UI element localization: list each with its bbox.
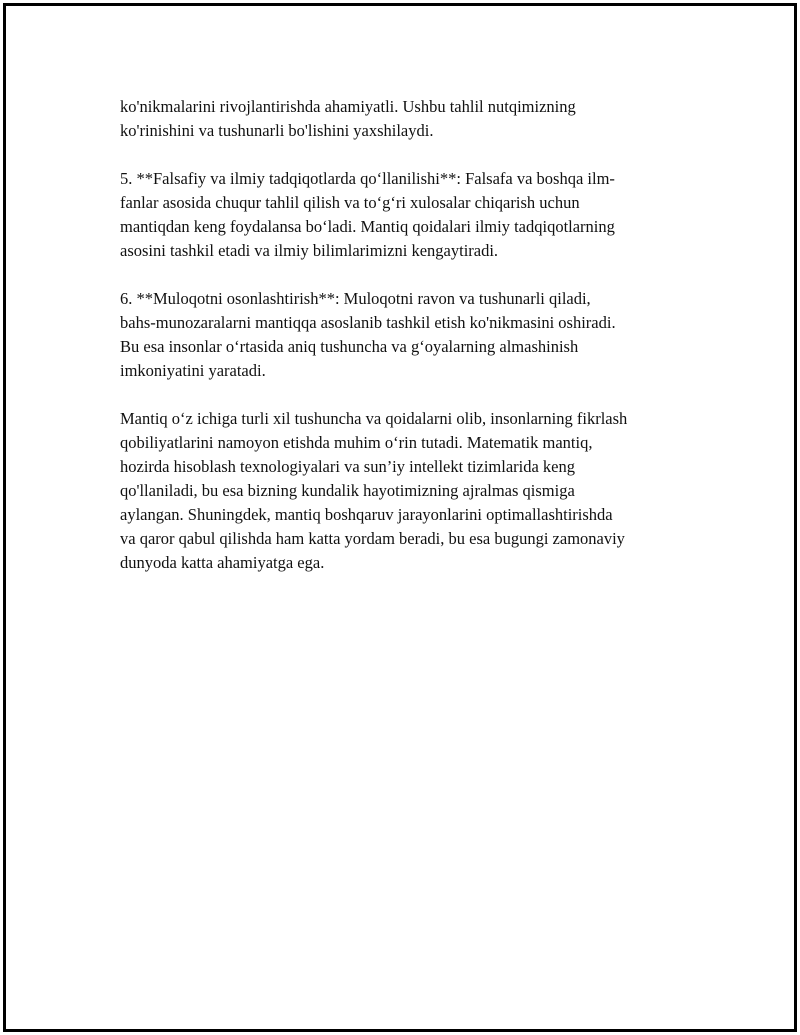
text-line: Bu esa insonlar o‘rtasida aniq tushuncha va g‘oyalarning almashinish: [120, 337, 579, 356]
text-line: bahs-munozaralarni mantiqqa asoslanib tashkil etish ko'nikmasini oshiradi.: [120, 313, 616, 332]
text-line: Mantiq o‘z ichiga turli xil tushuncha va qoidalarni olib, insonlarning fikrlash: [120, 409, 628, 428]
document-page: [3, 3, 797, 1032]
document-body: [120, 95, 700, 599]
text-line: ko'rinishini va tushunarli bo'lishini yaxshilaydi.: [120, 121, 434, 140]
text-line: 6. **Muloqotni osonlashtirish**: Muloqotni ravon va tushunarli qiladi,: [120, 289, 591, 308]
paragraph-item-6: [120, 287, 700, 383]
paragraph-conclusion: [120, 407, 700, 575]
paragraph-item-5: [120, 167, 700, 263]
text-line: fanlar asosida chuqur tahlil qilish va to‘g‘ri xulosalar chiqarish uchun: [120, 193, 580, 212]
paragraph-intro-continuation: [120, 95, 700, 143]
text-line: asosini tashkil etadi va ilmiy bilimlarimizni kengaytiradi.: [120, 241, 499, 260]
text-line: imkoniyatini yaratadi.: [120, 361, 266, 380]
text-line: ko'nikmalarini rivojlantirishda ahamiyatli. Ushbu tahlil nutqimizning: [120, 97, 576, 116]
text-line: qo'llaniladi, bu esa bizning kundalik hayotimizning ajralmas qismiga: [120, 481, 575, 500]
text-line: mantiqdan keng foydalansa bo‘ladi. Mantiq qoidalari ilmiy tadqiqotlarning: [120, 217, 615, 236]
text-line: hozirda hisoblash texnologiyalari va sun’iy intellekt tizimlarida keng: [120, 457, 576, 476]
text-line: aylangan. Shuningdek, mantiq boshqaruv jarayonlarini optimallashtirishda: [120, 505, 613, 524]
text-line: va qaror qabul qilishda ham katta yordam beradi, bu esa bugungi zamonaviy: [120, 529, 625, 548]
text-line: 5. **Falsafiy va ilmiy tadqiqotlarda qo‘llanilishi**: Falsafa va boshqa ilm-: [120, 169, 615, 188]
text-line: dunyoda katta ahamiyatga ega.: [120, 553, 325, 572]
text-line: qobiliyatlarini namoyon etishda muhim o‘rin tutadi. Matematik mantiq,: [120, 433, 593, 452]
